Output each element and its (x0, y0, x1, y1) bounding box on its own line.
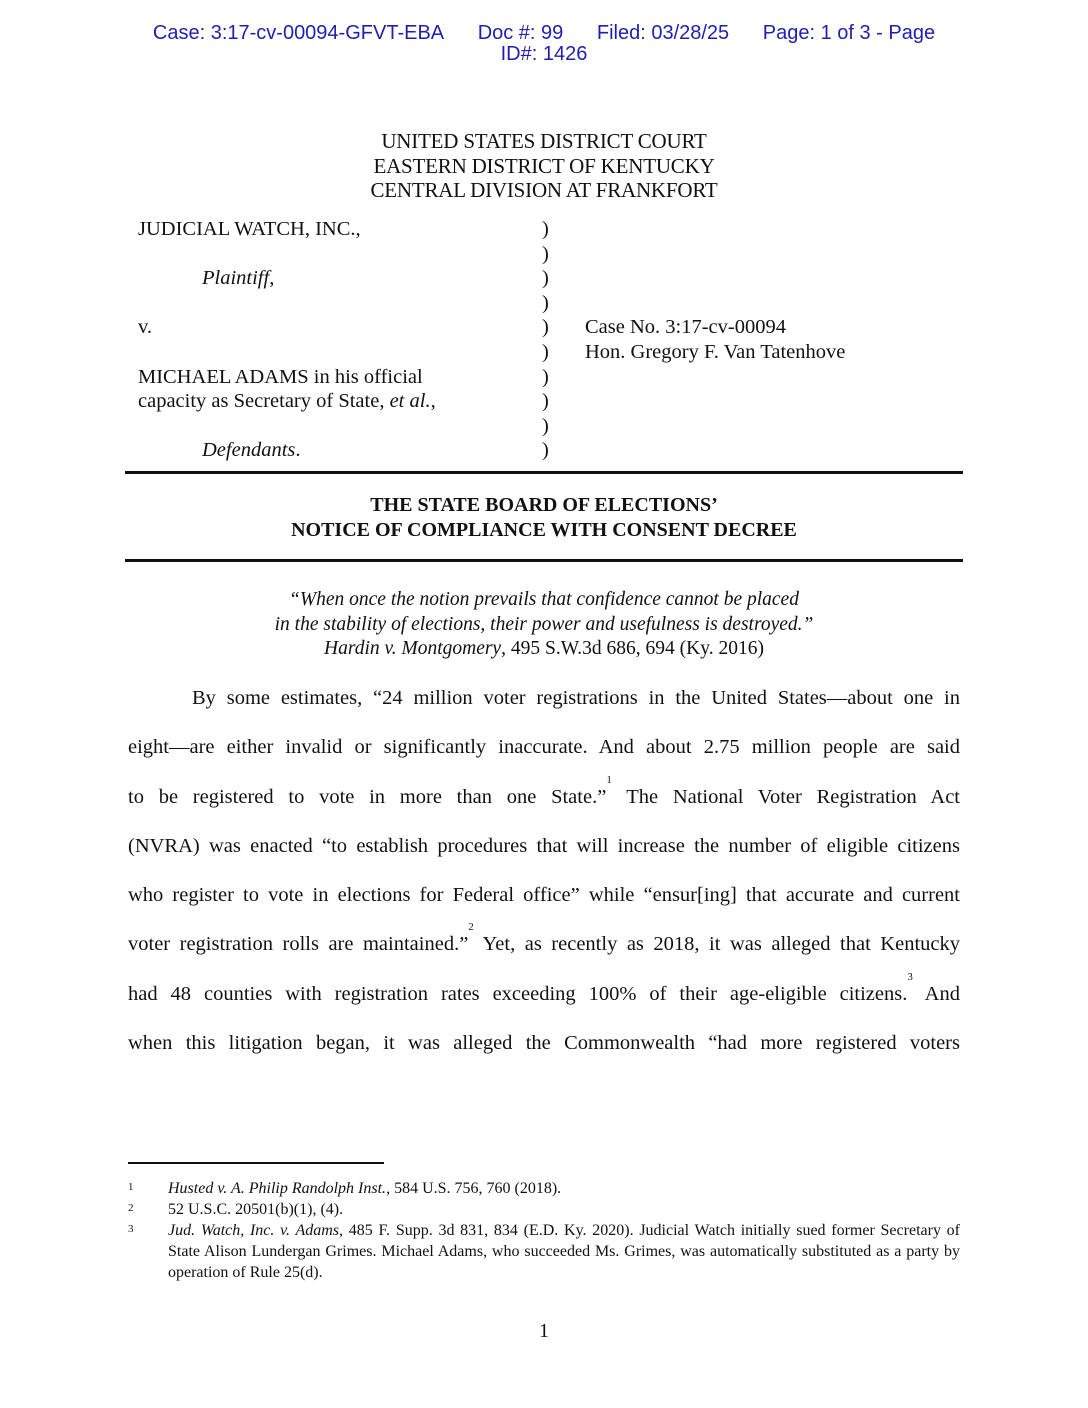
court-heading (0, 129, 1088, 203)
page-id-stamp: ID#: 1426 (500, 43, 588, 65)
footnote-ref-3[interactable]: 3 (907, 970, 913, 983)
page-number: 1 (539, 1320, 549, 1342)
case-number-stamp: Case: 3:17-cv-00094-GFVT-EBA (152, 22, 445, 44)
footnote-ref-1[interactable]: 1 (606, 773, 612, 786)
filed-date-stamp: Filed: 03/28/25 (596, 22, 730, 44)
footnotes (128, 1178, 960, 1283)
page-count-stamp: Page: 1 of 3 - Page (762, 22, 936, 44)
case-info (585, 315, 845, 364)
plaintiff-role: Plaintiff, (202, 267, 275, 290)
court-district: EASTERN DISTRICT OF KENTUCKY (373, 153, 715, 178)
defendant-capacity: capacity as Secretary of State, et al., (138, 390, 436, 413)
divider-bottom (125, 559, 963, 562)
defendant-name: MICHAEL ADAMS in his official (138, 365, 423, 388)
epigraph-line-2: in the stability of elections, their power and usefulness is destroyed.” (274, 613, 814, 635)
epigraph (0, 588, 1088, 662)
ecf-header-stamp (0, 22, 1088, 44)
footnote-3: 3 Jud. Watch, Inc. v. Adams, 485 F. Supp. 3d 831, 834 (E.D. Ky. 2020). Judicial Watch initially sued former Secretary of State Alison Lundergan Grimes. Michael Adams, who succeeded Ms. Grimes, was automatically substituted as a party by operation of Rule 25(d). (128, 1222, 960, 1281)
court-name: UNITED STATES DISTRICT COURT (381, 129, 707, 153)
caption-parties (138, 217, 518, 463)
doc-number-stamp: Doc #: 99 (477, 22, 564, 44)
plaintiff-name: JUDICIAL WATCH, INC., (138, 218, 361, 240)
judge-name: Hon. Gregory F. Van Tatenhove (585, 340, 846, 363)
footnote-2: 2 52 U.S.C. 20501(b)(1), (4). (128, 1201, 344, 1218)
case-no: Case No. 3:17-cv-00094 (585, 316, 786, 338)
versus: v. (138, 316, 153, 339)
defendant-role: Defendants. (202, 439, 301, 462)
body-paragraph: By some estimates, “24 million voter registrations in the United States—about one in eight—are either invalid or significantly inaccurate. And about 2.75 million people are said to be registered to vote in more than one State.”$^1$ The National Voter Registration Act (NVRA) was enacted “to establish procedures that will increase the number of eligible citizens who register to vote in elections for Federal office” while “ensur[ing] that accurate and current voter registration rolls are maintained.”$^2$ Yet, as recently as 2018, it was alleged that Kentucky had 48 counties with registration rates exceeding 100% of their age-eligible citizens.$^3$ And when this litigation began, it was alleged the Commonwealth “had more registered voters (128, 687, 960, 1055)
footnote-ref-2[interactable]: 2 (468, 921, 474, 934)
epigraph-line-1: “When once the notion prevails that confidence cannot be placed (289, 589, 799, 610)
caption-parentheses: ) ) ) ) ) ) ) ) ) ) (542, 218, 549, 462)
footnote-separator (128, 1162, 384, 1164)
epigraph-citation: Hardin v. Montgomery, 495 S.W.3d 686, 694 (Ky. 2016) (324, 638, 764, 659)
court-division: CENTRAL DIVISION AT FRANKFORT (370, 178, 718, 202)
divider-top (125, 471, 963, 474)
footnote-1: 1 Husted v. A. Philip Randolph Inst., 584 U.S. 756, 760 (2018). (128, 1180, 562, 1197)
document-title: THE STATE BOARD OF ELECTIONS’ NOTICE OF COMPLIANCE WITH CONSENT DECREE (291, 494, 797, 541)
